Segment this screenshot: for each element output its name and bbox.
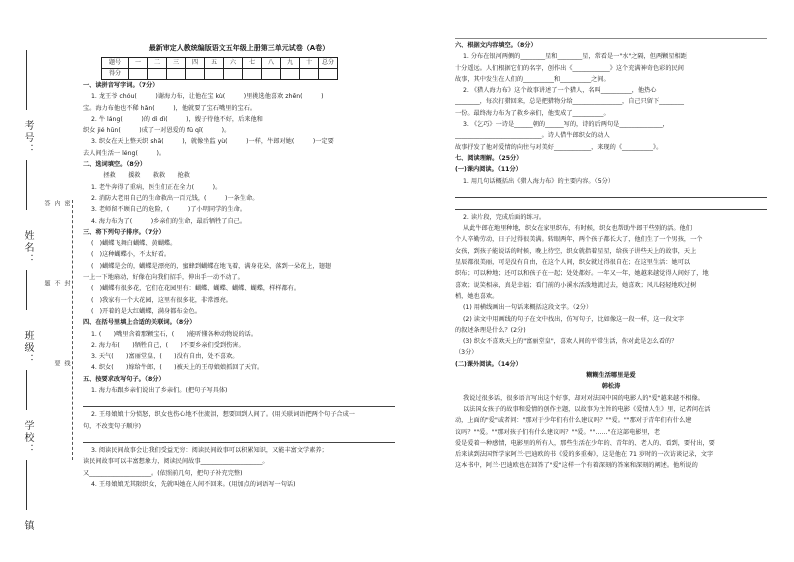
question-text: 3. 织女在天上整天织 shā( )，就像坐监 yù( )一样，牛郎对她( )一定要 bbox=[91, 138, 334, 146]
score-cell: 八 bbox=[262, 58, 281, 69]
question-text: 1. 龙王爷 chóu( )谢海力布，让他在宝 kù( )里挑选他喜欢 zhēn( ) bbox=[91, 93, 324, 101]
answer-line bbox=[83, 397, 395, 407]
question-text: 后来读到法国哲学家阿兰·巴迪欧的书《爱的多重奏》，这是他在 71 岁时的一次访谈记录，文字 bbox=[455, 451, 714, 459]
class-label: 班级： bbox=[22, 330, 33, 366]
score-cell: 一 bbox=[129, 58, 148, 69]
left-questions bbox=[83, 80, 395, 490]
name-line bbox=[26, 270, 27, 310]
question-text: 2. 《猎人海力布》这个故事讲述了一个猎人，名叫__________，他热心 bbox=[463, 87, 657, 95]
question-text: 故事抒发了他对爱情的向往与对美好____________，来现的《__________》。 bbox=[455, 143, 663, 151]
score-cell: 九 bbox=[281, 58, 300, 69]
exam-no-label: 考号： bbox=[22, 120, 33, 156]
question-text: 2. 牛 láng( )的 dì dì( )，嫂子待他不好，后来他和 bbox=[91, 115, 263, 123]
score-cell bbox=[300, 69, 319, 80]
score-cell: 五 bbox=[205, 58, 224, 69]
class-line bbox=[26, 370, 27, 410]
question-text: ( )开着的是大红蝴蝶，满身都布金色。 bbox=[91, 307, 202, 315]
question-text: 宝。海力布他也不稀 hǎn( )，他就要了宝石嘴里的宝石。 bbox=[83, 104, 257, 112]
question-text: 读民间故事可以丰富想象力，阅读民间故事____________________。 bbox=[83, 458, 269, 466]
question-text: ( )蝴蝶飞舞白蝴蝶、黄蝴蝶。 bbox=[91, 240, 177, 248]
question-text: 的叙述条理是什么？(2分) bbox=[455, 326, 526, 334]
answer-line bbox=[455, 188, 767, 198]
question-text: ( )蝴蝶有很多花，它们在花园里有：蝴蝶、蝴蝶、蝴蝶、蝴蝶，样样都有。 bbox=[91, 285, 301, 293]
score-table-score-row bbox=[102, 69, 338, 80]
score-cell: 总分 bbox=[319, 58, 338, 69]
question-text: 3. 《乞巧》一诗是______朝的______写的，诗的后两句是______________， bbox=[463, 121, 669, 129]
exam-title: 最新审定人教统编版语文五年级上册第三单元试卷（A卷） bbox=[148, 44, 330, 52]
score-cell bbox=[167, 69, 186, 80]
question-text: 一上一下地扇动，好像在向我们招手，伸出手一动不动了。 bbox=[83, 274, 244, 282]
score-cell bbox=[224, 69, 243, 80]
question-text: 3. 老师留不顾自己的危险，( )了小明同学的生命。 bbox=[91, 206, 247, 214]
question-text: ( )这种蝴蝶小，不太好看。 bbox=[91, 251, 171, 259]
question-text: 星辰都很美丽，可是没有自由，在这个人间，织女就过得很自在；在这里生活：她可以 bbox=[455, 259, 691, 267]
question-text: (2) 读文中用画线的句子在文中找出，仿写句子，比如像这一段一样，这一段文字 bbox=[463, 315, 685, 323]
question-text: 我说过很多话，很多语言写出这个好事，却对对法国中国的电影人的"爱"越来越不相像。 bbox=[463, 394, 704, 402]
score-cell: 四 bbox=[186, 58, 205, 69]
school-label: 学校： bbox=[22, 420, 33, 456]
question-text: 个人辛勤劳动，日子过得很美满。转眼两年，两个孩子都长大了，他们生了一个男孩，一个 bbox=[455, 236, 703, 244]
question-text: ________，每次打猎回来，总是把猎物分给________________，自己只留下________ bbox=[455, 98, 684, 106]
question-text: ____________________________。诗人借牛郎织女的动人 bbox=[455, 132, 610, 140]
question-text: 一份。最终海力布为了救乡亲们，他变成了__________。 bbox=[455, 109, 610, 117]
score-cell bbox=[129, 69, 148, 80]
score-cell bbox=[148, 69, 167, 80]
right-questions bbox=[455, 40, 767, 472]
score-cell: 二 bbox=[148, 58, 167, 69]
name-label: 姓名： bbox=[22, 230, 33, 266]
question-text: 4. 织女( )嫁给牛郎，( )被天上的王母娘娘抓回了天宫。 bbox=[91, 364, 264, 372]
question-text: 动，上面的"爱"或者问："那对于少年们有什么建议吗？""爱。""那对于青年们有什么建 bbox=[455, 417, 692, 425]
question-text: (1) 用横线画出一句话来概括这段文字。（2分） bbox=[463, 304, 593, 312]
answer-line bbox=[455, 200, 767, 210]
score-cell bbox=[243, 69, 262, 80]
town-label: 镇 bbox=[22, 520, 33, 532]
question-text: 句，不改变句子顺序) bbox=[83, 422, 142, 430]
question-text: 从此牛郎在地里种地，织女在家里织布，有时候，织女也帮助牛郎干些别的活。他们 bbox=[463, 225, 692, 233]
section-heading: 四、在括号里填上合适的关联词。（8分） bbox=[83, 319, 196, 327]
seal-word: 不 bbox=[53, 280, 60, 286]
question-text: 1. 海力布跟乡亲们说出了乡亲们。(把句子写具体) bbox=[91, 387, 228, 395]
question-text: 织女 jié hūn( )成了一对恩爱的 fū qī( )。 bbox=[83, 127, 231, 135]
seal-word: 题 bbox=[43, 280, 50, 286]
right-top-rule bbox=[455, 38, 767, 39]
question-text: 这本书中，阿兰·巴迪欧也在回答了"爱"这样一个有着深刻的答案和深刻的阐述。他所说的 bbox=[455, 462, 698, 470]
question-text: 4. 海力布为了( )乡亲们的生命，最后牺牲了自己。 bbox=[91, 217, 247, 225]
score-cell bbox=[319, 69, 338, 80]
section-heading: (二)课外阅读。（14分） bbox=[455, 360, 522, 368]
right-column bbox=[455, 40, 767, 472]
question-text: 爱是爱着一种感情，电影里的所有人，那些生活在少年的、青年的、老人的、看到，要付出，要 bbox=[455, 439, 715, 447]
question-text: 女孩，到孩子能说话的时候，晚上待空，织女就指着星星，给孩子讲些天上的故事，天上 bbox=[455, 247, 697, 255]
score-cell bbox=[262, 69, 281, 80]
seal-word: 答 bbox=[43, 200, 50, 206]
question-text: 2. 海力布( )牺牲自己，( )不要乡亲们受到伤害。 bbox=[91, 341, 245, 349]
section-heading: 六、根据文内容填空。（8分） bbox=[455, 42, 537, 49]
question-text: 1. 用几句话概括出《猎人海力布》的主要内容。（5分） bbox=[463, 177, 615, 185]
binding-strip bbox=[0, 0, 70, 562]
question-text: 拯救 援救 救救 抢救 bbox=[91, 172, 190, 180]
left-column bbox=[83, 0, 395, 490]
question-text: 十分遥远。人们根据它们的名字，创作出《____________》这个充满神奇色彩的民间 bbox=[455, 64, 684, 72]
article-heading: 韩松涛 bbox=[601, 383, 621, 391]
score-cell: 得分 bbox=[102, 69, 129, 80]
question-text: 2. 消防大老用自己的生命救出一百元钱，( )一条生命。 bbox=[91, 194, 259, 202]
seal-word: 封 bbox=[63, 280, 70, 286]
question-text: 1. 老牛奔得了重病，医生们正在全力( )。 bbox=[91, 183, 222, 191]
question-text: 1. ( )嘴里含着那颗宝石，( )能听懂各种动物说的话。 bbox=[91, 330, 258, 338]
score-cell: 题号 bbox=[102, 58, 129, 69]
section-heading: 七、阅读理解。（25分） bbox=[455, 154, 523, 162]
score-cell bbox=[281, 69, 300, 80]
section-heading: 一、读拼音写字词。（7分） bbox=[83, 82, 159, 89]
question-text: 去人间生活一 léng( )。 bbox=[83, 149, 166, 157]
score-cell: 七 bbox=[243, 58, 262, 69]
score-table-header-row bbox=[102, 58, 338, 69]
question-text: （3分） bbox=[455, 349, 478, 357]
question-text: 2. 王母娘娘十分愤怒，织女也伤心地不住流泪，想要回到人间了。(用关联词语把两个句子合成一 bbox=[91, 411, 355, 419]
score-cell: 六 bbox=[224, 58, 243, 69]
question-text: 2. 读片段，完成后面的练习。 bbox=[463, 213, 546, 221]
seal-word: 密 bbox=[63, 200, 70, 206]
seal-dashed-line bbox=[72, 200, 73, 460]
question-text: 议吗？""爱。""那对孩子们有什么建议吗？""爱。""……"在这部电影里，老 bbox=[455, 428, 661, 436]
question-text: 3. 阅读民间故事会让我们受益无穷：阅读民间故事可以积累知识，又能丰富文学素养； bbox=[91, 446, 328, 454]
question-text: 喜欢；说笑相亲，真是幸福；看门前的小溪水活泼地流过去，她喜欢；风儿轻轻地吹过树 bbox=[455, 281, 697, 289]
section-heading: (一)课内阅读。（11分） bbox=[455, 166, 522, 174]
section-heading: 三、将下列句子排序。（7分） bbox=[83, 228, 165, 236]
score-cell: 三 bbox=[167, 58, 186, 69]
article-heading: 糊糊生活哪里是爱 bbox=[586, 372, 636, 380]
exam-no-line-top bbox=[26, 50, 27, 110]
question-text: (3) 织女不喜欢天上的"富丽堂皇"，喜欢人间的平常生活，你对此是怎么看的？ bbox=[463, 338, 678, 346]
question-text: 故事，其中发生在人们的__________和__________之间。 bbox=[455, 75, 610, 83]
section-heading: 五、按要求改写句子。（8分） bbox=[83, 375, 165, 383]
score-cell: 十 bbox=[300, 58, 319, 69]
question-text: ( )我家有一个大花园，这里有很多花，非常漂亮。 bbox=[91, 296, 232, 304]
question-text: 1. 分布在银河两侧的________星和________星，常看是一"水"之隔，但两颗星相距 bbox=[463, 53, 687, 61]
question-text: 3. 天气( )富丽堂皇，( )没有自由，处不喜欢。 bbox=[91, 353, 239, 361]
exam-no-line bbox=[26, 160, 27, 210]
question-text: 梢，她也喜欢。 bbox=[455, 292, 499, 300]
score-table bbox=[101, 57, 338, 80]
seal-word: 内 bbox=[53, 200, 60, 206]
score-cell bbox=[205, 69, 224, 80]
section-heading: 二、选词填空。（8分） bbox=[83, 161, 147, 169]
question-text: 织布；可以种地；还可以和孩子在一起；处处都好。一年又一年，她越来越觉得人间好了，地 bbox=[455, 270, 709, 278]
seal-word: 要 bbox=[53, 360, 60, 366]
answer-line bbox=[83, 433, 395, 443]
question-text: ( )蝴蝶是会的，蝴蝶是漂亮的，蜜蜂到蝴蝶在地飞着，满身花朵，落到一朵花上，翅翅 bbox=[91, 262, 331, 270]
seal-word: 线 bbox=[63, 360, 70, 366]
question-text: 以法国女孩子的故事和爱情的创作主题，以故事为主旨的电影《爱情人生》里，记者问在活 bbox=[463, 405, 711, 413]
question-text: 又____________________。(依照前几句，把句子补充完整) bbox=[83, 469, 243, 477]
question-text: 4. 王母娘娘无其限织女，先就叫她在人间不回来。(用加点的词语写一句话) bbox=[91, 480, 296, 488]
score-cell bbox=[186, 69, 205, 80]
school-line bbox=[26, 460, 27, 510]
